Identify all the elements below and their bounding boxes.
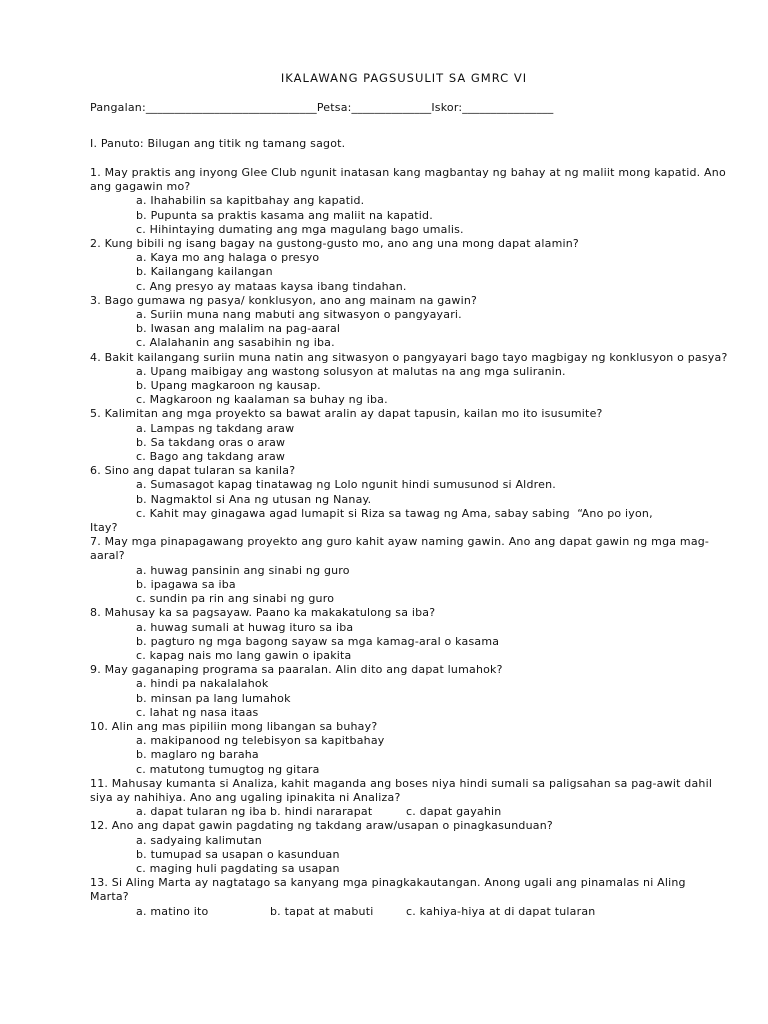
answer-option[interactable]: b. pagturo ng mga bagong sayaw sa mga kamag-aral o kasama <box>136 634 500 648</box>
question-item <box>90 351 728 408</box>
answer-option[interactable]: b. minsan pa lang lumahok <box>136 691 291 705</box>
answer-option[interactable]: b. Sa takdang oras o araw <box>136 435 286 449</box>
question-stem: 7. May mga pinapagawang proyekto ang guro kahit ayaw naming gawin. Ano ang dapat gawin ng mga mag-aaral? <box>90 535 710 563</box>
answer-option[interactable]: b. tumupad sa usapan o kasunduan <box>136 847 340 861</box>
answer-option[interactable]: b. Pupunta sa praktis kasama ang maliit na kapatid. <box>136 208 433 222</box>
answer-option[interactable]: a. Upang maibigay ang wastong solusyon at malutas na ang mga suliranin. <box>136 364 566 378</box>
answer-option[interactable]: a. matino ito <box>136 904 209 918</box>
answer-option[interactable]: c. lahat ng nasa itaas <box>136 705 259 719</box>
question-item <box>90 535 728 606</box>
answer-option[interactable]: c. Bago ang takdang araw <box>136 450 286 464</box>
question-stem: 10. Alin ang mas pipiliin mong libangan sa buhay? <box>90 719 378 733</box>
answer-option[interactable]: c. kapag nais mo lang gawin o ipakita <box>136 648 352 662</box>
answer-option[interactable]: c. sundin pa rin ang sinabi ng guro <box>136 592 335 606</box>
question-item <box>90 777 728 820</box>
answer-option[interactable]: a. Sumasagot kapag tinatawag ng Lolo ngunit hindi sumusunod si Aldren. <box>136 478 556 492</box>
answer-option-row <box>90 905 728 919</box>
answer-option[interactable]: c. matutong tumugtog ng gitara <box>136 762 320 776</box>
question-item <box>90 407 728 464</box>
answer-option[interactable]: b. Nagmaktol si Ana ng utusan ng Nanay. <box>136 492 372 506</box>
answer-option[interactable]: c. dapat gayahin <box>406 805 502 819</box>
answer-option[interactable]: a. Suriin muna nang mabuti ang sitwasyon o pangyayari. <box>136 308 462 322</box>
question-stem: 1. May praktis ang inyong Glee Club ngunit inatasan kang magbantay ng bahay at ng maliit mong kapatid. Ano ang gagawin mo? <box>90 166 726 194</box>
question-item <box>90 166 728 237</box>
answer-option[interactable]: b. Upang magkaroon ng kausap. <box>136 379 321 393</box>
answer-option[interactable]: c. Alalahanin ang sasabihin ng iba. <box>136 336 335 350</box>
question-item <box>90 663 728 720</box>
answer-option[interactable]: c. Ang presyo ay mataas kaysa ibang tindahan. <box>136 279 407 293</box>
answer-option[interactable]: b. Iwasan ang malalim na pag-aaral <box>136 322 341 336</box>
question-stem: 5. Kalimitan ang mga proyekto sa bawat aralin ay dapat tapusin, kailan mo ito isusumite? <box>90 407 603 421</box>
question-stem: 6. Sino ang dapat tularan sa kanila? <box>90 464 296 478</box>
question-item <box>90 819 728 876</box>
answer-option-continuation: Itay? <box>90 521 118 535</box>
question-stem: 8. Mahusay ka sa pagsayaw. Paano ka makakatulong sa iba? <box>90 606 436 620</box>
answer-option[interactable]: a. dapat tularan ng iba <box>136 805 267 819</box>
question-stem: 4. Bakit kailangang suriin muna natin ang sitwasyon o pangyayari bago tayo magbigay ng konklusyon o pasya? <box>90 350 728 364</box>
answer-option[interactable]: b. tapat at mabuti <box>270 904 374 918</box>
answer-option[interactable]: c. Kahit may ginagawa agad lumapit si Riza sa tawag ng Ama, sabay sabing “Ano po iyon, <box>136 506 653 520</box>
question-item <box>90 606 728 663</box>
answer-option[interactable]: a. Lampas ng takdang araw <box>136 421 295 435</box>
answer-option[interactable]: a. hindi pa nakalalahok <box>136 677 269 691</box>
student-info-line: Pangalan:______________________________Petsa:______________Iskor:________________ <box>90 101 554 114</box>
answer-option[interactable]: c. maging huli pagdating sa usapan <box>136 861 340 875</box>
answer-option[interactable]: c. Hihintaying dumating ang mga magulang bago umalis. <box>136 222 464 236</box>
answer-option[interactable]: a. huwag sumali at huwag ituro sa iba <box>136 620 354 634</box>
answer-option-row <box>90 805 728 819</box>
question-item <box>90 464 728 535</box>
question-stem: 12. Ano ang dapat gawin pagdating ng takdang araw/usapan o pinagkasunduan? <box>90 819 553 833</box>
answer-option[interactable]: c. Magkaroon ng kaalaman sa buhay ng iba. <box>136 393 388 407</box>
answer-option[interactable]: b. hindi nararapat <box>270 805 373 819</box>
question-stem: 2. Kung bibili ng isang bagay na gustong-gusto mo, ano ang una mong dapat alamin? <box>90 237 579 251</box>
answer-option[interactable]: a. sadyaing kalimutan <box>136 833 262 847</box>
answer-option[interactable]: a. Kaya mo ang halaga o presyo <box>136 251 320 265</box>
question-list <box>90 166 728 919</box>
question-stem: 9. May gaganaping programa sa paaralan. Alin dito ang dapat lumahok? <box>90 663 503 677</box>
instructions: I. Panuto: Bilugan ang titik ng tamang sagot. <box>90 137 346 150</box>
question-item <box>90 720 728 777</box>
question-stem: 11. Mahusay kumanta si Analiza, kahit maganda ang boses niya hindi sumali sa paligsahan sa pag-awit dahil siya ay nahihiya. Ano ang ugaling ipinakita ni Analiza? <box>90 776 713 804</box>
answer-option[interactable]: b. Kailangang kailangan <box>136 265 273 279</box>
question-stem: 13. Si Aling Marta ay nagtatago sa kanyang mga pinagkakautangan. Anong ugali ang pinamalas ni Aling Marta? <box>90 876 686 904</box>
question-item <box>90 876 728 919</box>
question-stem: 3. Bago gumawa ng pasya/ konklusyon, ano ang mainam na gawin? <box>90 293 478 307</box>
answer-option[interactable]: c. kahiya-hiya at di dapat tularan <box>406 904 596 918</box>
answer-option[interactable]: a. huwag pansinin ang sinabi ng guro <box>136 563 350 577</box>
answer-option[interactable]: b. maglaro ng baraha <box>136 748 259 762</box>
answer-option[interactable]: a. makipanood ng telebisyon sa kapitbahay <box>136 734 385 748</box>
question-item <box>90 237 728 294</box>
question-item <box>90 294 728 351</box>
answer-option[interactable]: a. Ihahabilin sa kapitbahay ang kapatid. <box>136 194 365 208</box>
page-title: IKALAWANG PAGSUSULIT SA GMRC VI <box>280 71 528 85</box>
answer-option[interactable]: b. ipagawa sa iba <box>136 577 236 591</box>
